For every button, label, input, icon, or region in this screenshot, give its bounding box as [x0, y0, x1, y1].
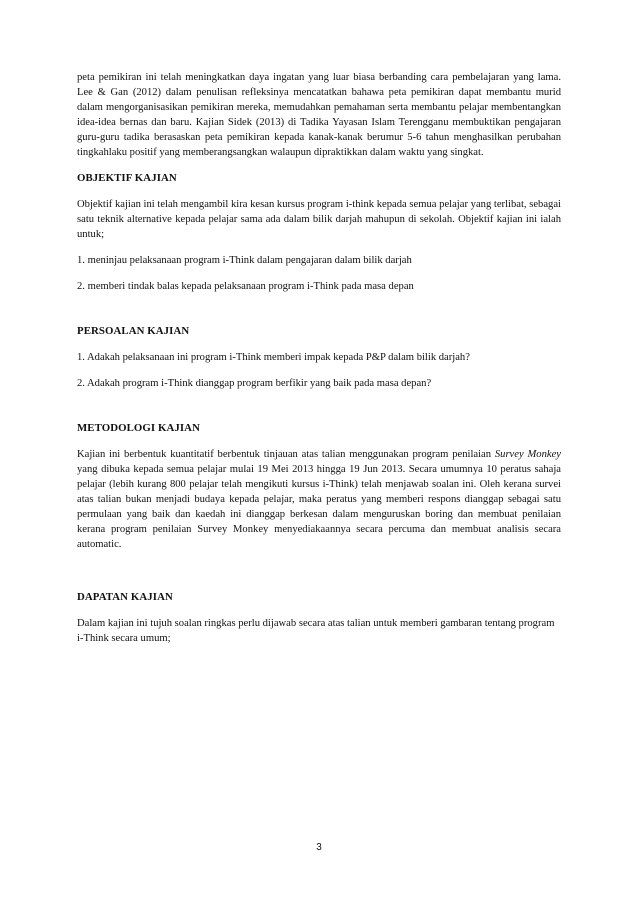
metodologi-heading: METODOLOGI KAJIAN: [77, 422, 200, 434]
objektif-item-1: 1. meninjau pelaksanaan program i-Think dalam pengajaran dalam bilik darjah: [77, 255, 412, 266]
metodologi-paragraph: [77, 447, 561, 552]
objektif-heading: OBJEKTIF KAJIAN: [77, 172, 177, 184]
metodologi-text-start: Kajian ini berbentuk kuantitatif berbentuk tinjauan atas talian menggunakan program penilaian: [77, 449, 495, 460]
persoalan-item-1: 1. Adakah pelaksanaan ini program i-Think memberi impak kepada P&P dalam bilik darjah?: [77, 352, 470, 363]
dapatan-paragraph: Dalam kajian ini tujuh soalan ringkas perlu dijawab secara atas talian untuk memberi gambaran tentang program i-Think secara umum;: [77, 618, 555, 644]
survey-monkey-italic: Survey Monkey: [494, 449, 561, 460]
page-number: 3: [316, 842, 322, 853]
page-content: [77, 70, 561, 646]
dapatan-heading: DAPATAN KAJIAN: [77, 591, 173, 603]
objektif-paragraph: Objektif kajian ini telah mengambil kira kesan kursus program i-think kepada semua pelajar yang terlibat, sebagai satu teknik alternative kepada pelajar sama ada dalam bilik darjah mahupun di sekolah. Objektif kajian ini ialah untuk;: [77, 199, 561, 240]
persoalan-item-2: 2. Adakah program i-Think dianggap program berfikir yang baik pada masa depan?: [77, 378, 432, 389]
persoalan-heading: PERSOALAN KAJIAN: [77, 325, 190, 337]
objektif-item-2: 2. memberi tindak balas kepada pelaksanaan program i-Think pada masa depan: [77, 281, 414, 292]
intro-paragraph: peta pemikiran ini telah meningkatkan daya ingatan yang luar biasa berbanding cara pembelajaran yang lama. Lee & Gan (2012) dalam penulisan refleksinya mencatatkan bahawa peta pemikiran dapat membantu murid dalam mengorganisasikan pemikiran mereka, memudahkan pemahaman serta membantu pelajar membentangkan idea-idea bernas dan baru. Kajian Sidek (2013) di Tadika Yayasan Islam Terengganu membuktikan pengajaran guru-guru tadika berasaskan peta pemikiran kepada kanak-kanak berumur 5-6 tahun menghasilkan perubahan tingkahlaku positif yang memberangsangkan walaupun dipraktikkan dalam waktu yang singkat.: [77, 72, 561, 158]
metodologi-text-end: yang dibuka kepada semua pelajar mulai 19 Mei 2013 hingga 19 Jun 2013. Secara umumnya 10 peratus sahaja pelajar (lebih kurang 800 pelajar telah mengikuti kursus i-Think) telah menjawab soalan ini. Oleh kerana survei atas talian bukan menjadi budaya kepada pelajar, maka peratus yang memberi respons dianggap sebagai satu permulaan yang baik dan kaedah ini dianggap berkesan dalam menguruskan boring dan membuat penilaian kerana program penilaian Survey Monkey menyediakaannya secara percuma dan membuat analisis secara automatic.: [77, 464, 561, 550]
